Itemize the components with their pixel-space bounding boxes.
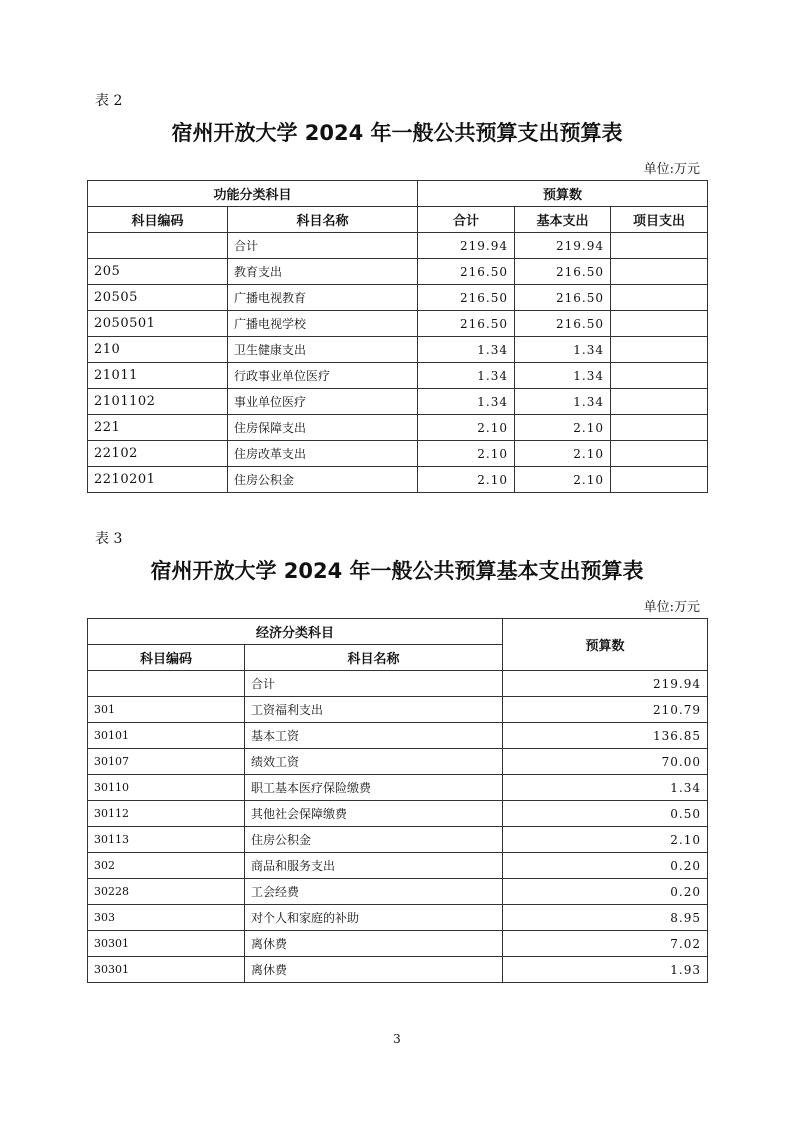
cell-basic: 216.50 xyxy=(515,285,611,311)
table-row xyxy=(88,723,708,749)
table-row xyxy=(88,801,708,827)
cell-name: 住房公积金 xyxy=(245,827,503,853)
cell-project xyxy=(611,285,708,311)
cell-total: 1.34 xyxy=(418,389,515,415)
cell-basic: 2.10 xyxy=(515,415,611,441)
cell-basic: 2.10 xyxy=(515,441,611,467)
table-row xyxy=(88,363,708,389)
cell-code: 30301 xyxy=(88,931,245,957)
table3 xyxy=(87,618,708,983)
cell-name: 职工基本医疗保险缴费 xyxy=(245,775,503,801)
table-row xyxy=(88,389,708,415)
table-row xyxy=(88,441,708,467)
cell-code: 21011 xyxy=(88,363,228,389)
cell-name: 广播电视学校 xyxy=(228,311,418,337)
cell-code: 303 xyxy=(88,905,245,931)
cell-total: 219.94 xyxy=(418,233,515,259)
cell-code xyxy=(88,233,228,259)
table-row xyxy=(88,775,708,801)
cell-basic: 2.10 xyxy=(515,467,611,493)
table-row xyxy=(88,957,708,983)
table-row xyxy=(88,337,708,363)
cell-project xyxy=(611,337,708,363)
table-row xyxy=(88,697,708,723)
table-row xyxy=(88,905,708,931)
cell-amount: 1.34 xyxy=(503,775,708,801)
table2-header-project: 项目支出 xyxy=(611,207,708,233)
cell-name: 离休费 xyxy=(245,957,503,983)
cell-basic: 1.34 xyxy=(515,363,611,389)
table-row xyxy=(88,931,708,957)
cell-code: 205 xyxy=(88,259,228,285)
cell-code: 30107 xyxy=(88,749,245,775)
cell-name: 行政事业单位医疗 xyxy=(228,363,418,389)
cell-amount: 0.20 xyxy=(503,879,708,905)
cell-name: 事业单位医疗 xyxy=(228,389,418,415)
cell-total: 1.34 xyxy=(418,337,515,363)
table3-group-right: 预算数 xyxy=(503,619,708,671)
table-row xyxy=(88,415,708,441)
cell-total: 1.34 xyxy=(418,363,515,389)
table-row xyxy=(88,827,708,853)
cell-basic: 216.50 xyxy=(515,259,611,285)
table3-label: 表 3 xyxy=(95,531,123,547)
table3-body xyxy=(88,671,708,983)
cell-amount: 219.94 xyxy=(503,671,708,697)
cell-name: 离休费 xyxy=(245,931,503,957)
cell-basic: 216.50 xyxy=(515,311,611,337)
table-row xyxy=(88,311,708,337)
cell-project xyxy=(611,441,708,467)
cell-total: 2.10 xyxy=(418,441,515,467)
table-row xyxy=(88,467,708,493)
cell-total: 216.50 xyxy=(418,259,515,285)
cell-name: 商品和服务支出 xyxy=(245,853,503,879)
cell-name: 住房公积金 xyxy=(228,467,418,493)
cell-amount: 8.95 xyxy=(503,905,708,931)
cell-name: 卫生健康支出 xyxy=(228,337,418,363)
cell-code: 30228 xyxy=(88,879,245,905)
cell-project xyxy=(611,389,708,415)
table-row xyxy=(88,671,708,697)
table3-group-left: 经济分类科目 xyxy=(88,619,503,645)
cell-code: 2210201 xyxy=(88,467,228,493)
cell-code: 20505 xyxy=(88,285,228,311)
table-row xyxy=(88,285,708,311)
cell-project xyxy=(611,467,708,493)
table3-title: 宿州开放大学 2024 年一般公共预算基本支出预算表 xyxy=(150,559,644,583)
cell-name: 广播电视教育 xyxy=(228,285,418,311)
cell-total: 2.10 xyxy=(418,467,515,493)
cell-amount: 2.10 xyxy=(503,827,708,853)
table2-group-right: 预算数 xyxy=(418,181,708,207)
page-number: 3 xyxy=(393,1032,401,1046)
cell-amount: 0.20 xyxy=(503,853,708,879)
cell-name: 工资福利支出 xyxy=(245,697,503,723)
cell-code: 30112 xyxy=(88,801,245,827)
table2 xyxy=(87,180,708,493)
table2-header-basic: 基本支出 xyxy=(515,207,611,233)
cell-name: 合计 xyxy=(245,671,503,697)
cell-project xyxy=(611,363,708,389)
cell-code: 30101 xyxy=(88,723,245,749)
cell-code: 302 xyxy=(88,853,245,879)
cell-amount: 1.93 xyxy=(503,957,708,983)
cell-basic: 1.34 xyxy=(515,389,611,415)
cell-code: 22102 xyxy=(88,441,228,467)
table2-header-name: 科目名称 xyxy=(228,207,418,233)
cell-name: 住房保障支出 xyxy=(228,415,418,441)
cell-total: 2.10 xyxy=(418,415,515,441)
cell-basic: 1.34 xyxy=(515,337,611,363)
cell-name: 工会经费 xyxy=(245,879,503,905)
cell-code: 210 xyxy=(88,337,228,363)
table3-unit: 单位:万元 xyxy=(643,600,700,615)
table-row xyxy=(88,879,708,905)
cell-code xyxy=(88,671,245,697)
cell-amount: 136.85 xyxy=(503,723,708,749)
cell-name: 合计 xyxy=(228,233,418,259)
cell-name: 绩效工资 xyxy=(245,749,503,775)
cell-amount: 210.79 xyxy=(503,697,708,723)
cell-name: 教育支出 xyxy=(228,259,418,285)
cell-name: 住房改革支出 xyxy=(228,441,418,467)
cell-code: 2050501 xyxy=(88,311,228,337)
table2-header-total: 合计 xyxy=(418,207,515,233)
cell-name: 对个人和家庭的补助 xyxy=(245,905,503,931)
cell-code: 301 xyxy=(88,697,245,723)
table2-group-left: 功能分类科目 xyxy=(88,181,418,207)
cell-project xyxy=(611,233,708,259)
table2-body xyxy=(88,233,708,493)
cell-project xyxy=(611,259,708,285)
table-row xyxy=(88,853,708,879)
cell-total: 216.50 xyxy=(418,285,515,311)
table2-header-code: 科目编码 xyxy=(88,207,228,233)
cell-amount: 0.50 xyxy=(503,801,708,827)
table2-label: 表 2 xyxy=(95,93,123,109)
cell-code: 2101102 xyxy=(88,389,228,415)
table3-header-name: 科目名称 xyxy=(245,645,503,671)
cell-basic: 219.94 xyxy=(515,233,611,259)
cell-name: 基本工资 xyxy=(245,723,503,749)
cell-amount: 70.00 xyxy=(503,749,708,775)
cell-project xyxy=(611,311,708,337)
cell-name: 其他社会保障缴费 xyxy=(245,801,503,827)
cell-code: 30110 xyxy=(88,775,245,801)
table3-header-code: 科目编码 xyxy=(88,645,245,671)
cell-code: 221 xyxy=(88,415,228,441)
table-row xyxy=(88,749,708,775)
cell-amount: 7.02 xyxy=(503,931,708,957)
table2-unit: 单位:万元 xyxy=(643,162,700,177)
table-row xyxy=(88,259,708,285)
table2-title: 宿州开放大学 2024 年一般公共预算支出预算表 xyxy=(171,121,623,145)
cell-code: 30301 xyxy=(88,957,245,983)
cell-total: 216.50 xyxy=(418,311,515,337)
table-row xyxy=(88,233,708,259)
cell-project xyxy=(611,415,708,441)
cell-code: 30113 xyxy=(88,827,245,853)
